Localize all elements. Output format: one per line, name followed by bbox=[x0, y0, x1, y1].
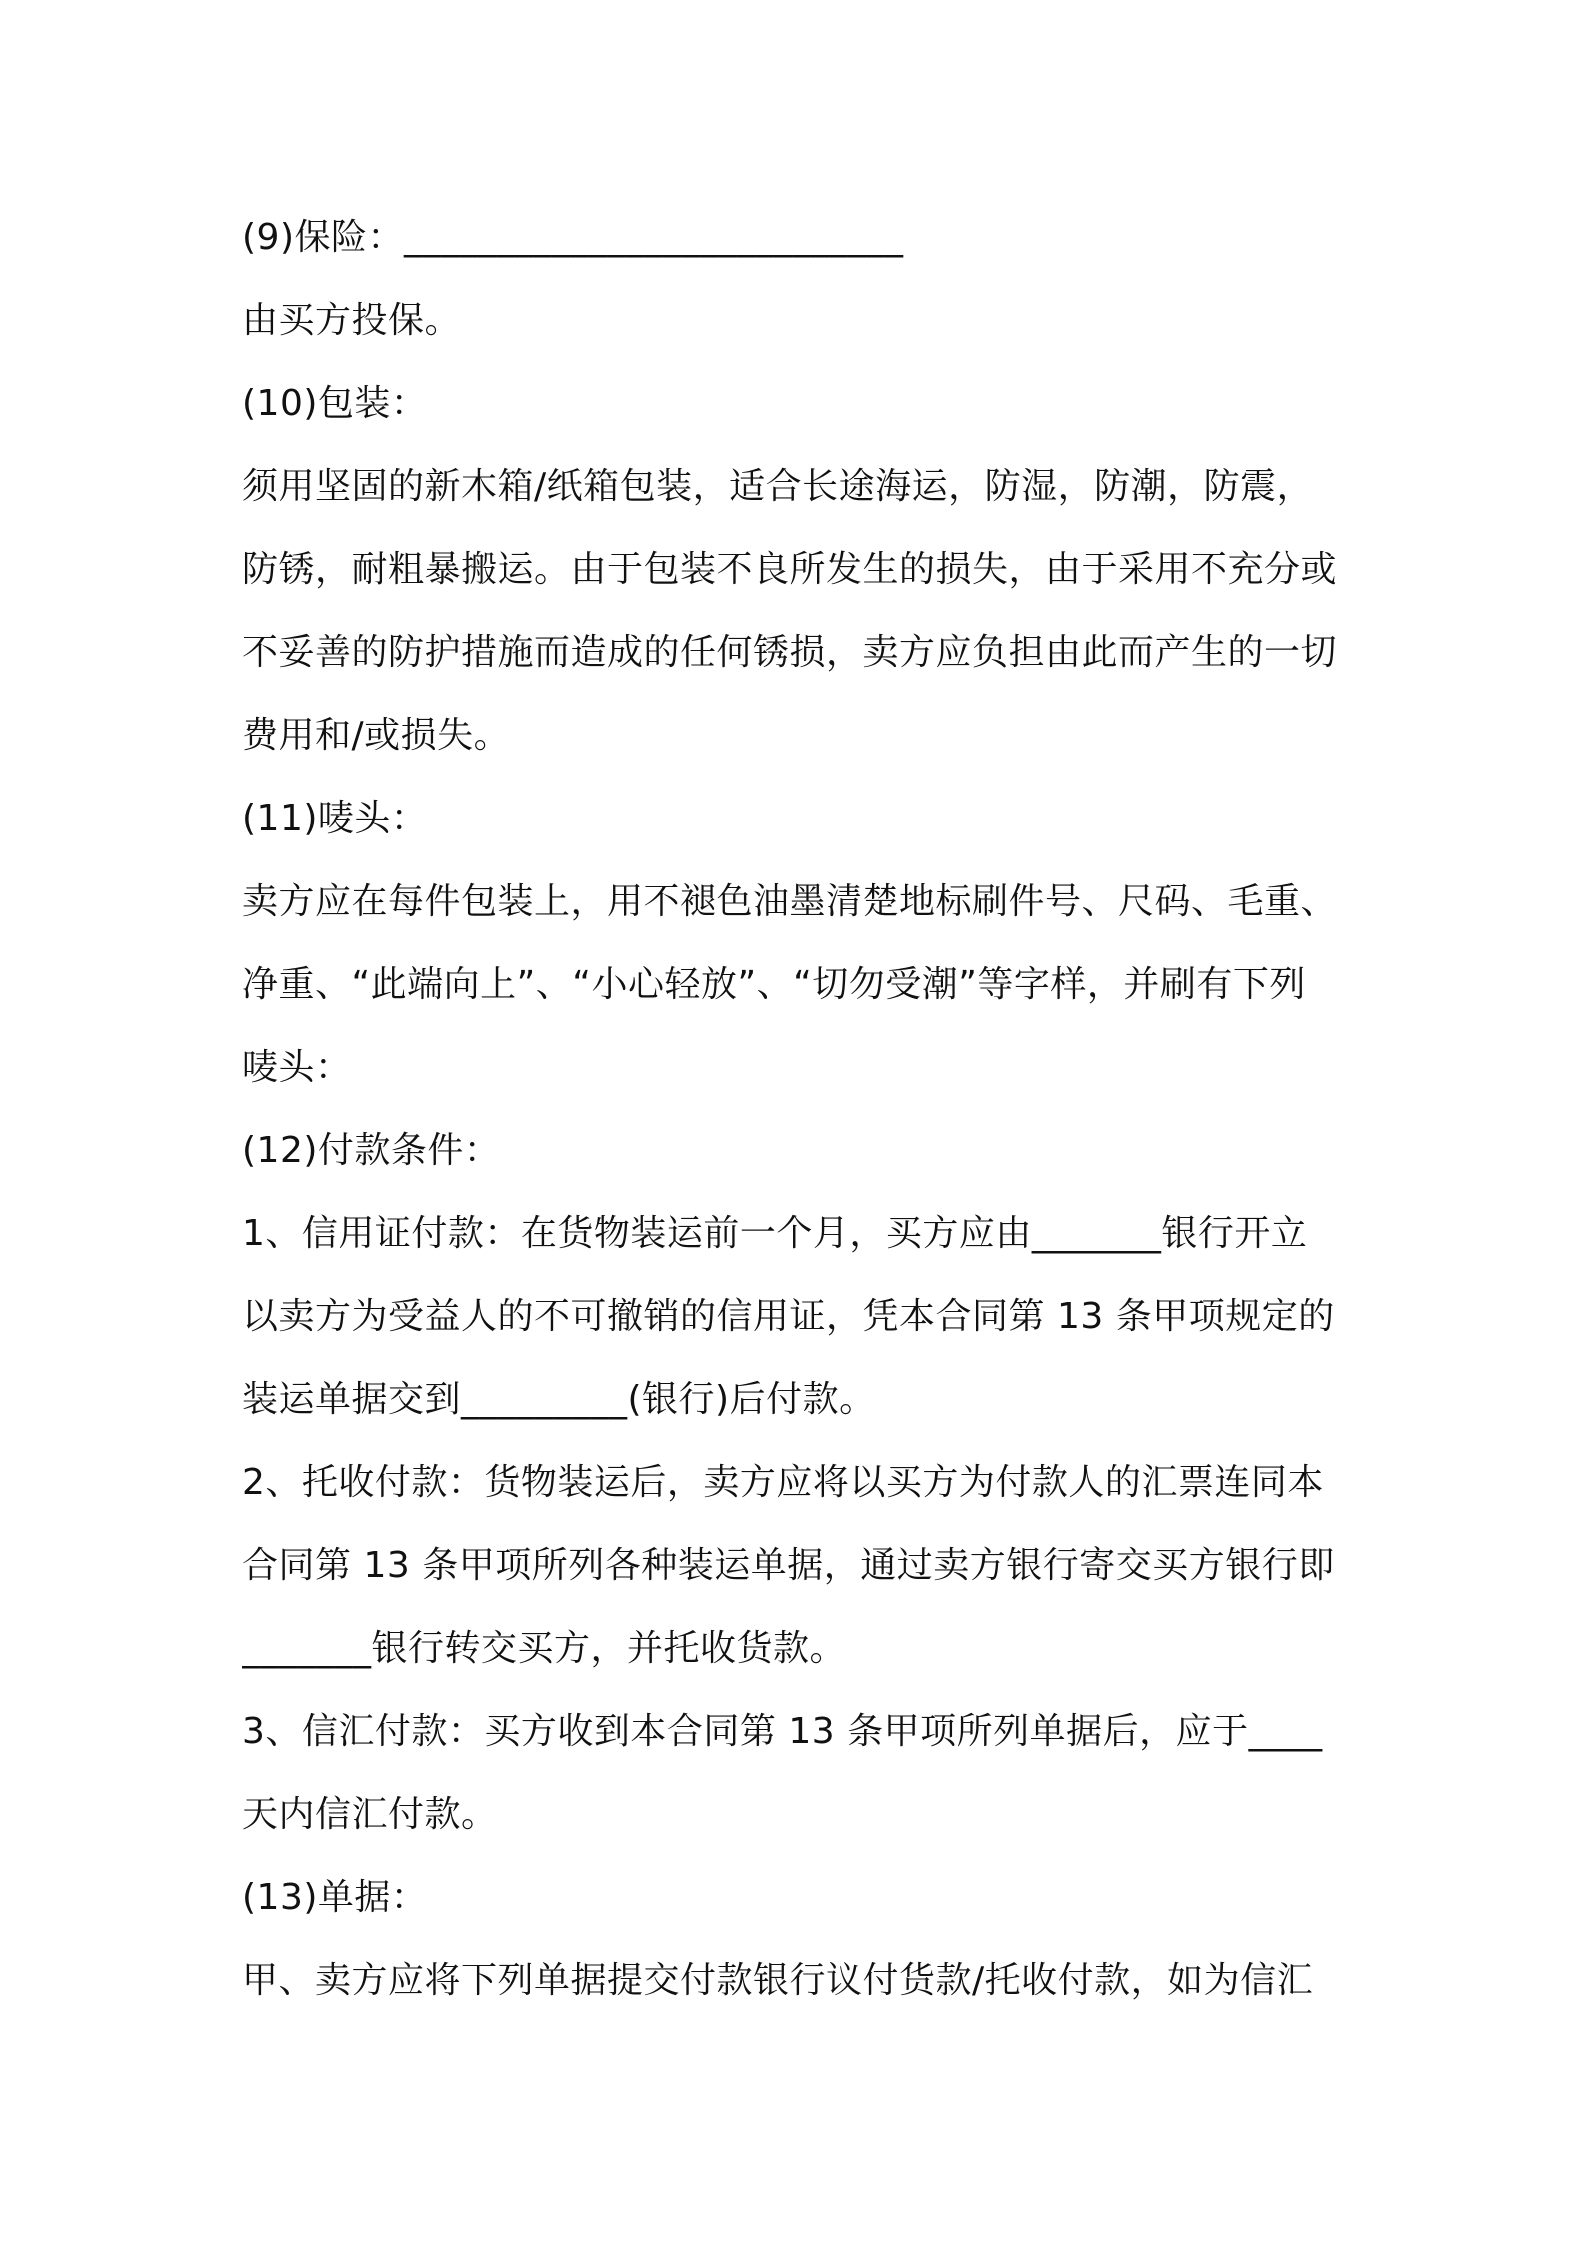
clause-13-text-line-1: 甲、卖方应将下列单据提交付款银行议付货款/托收付款，如为信汇 bbox=[242, 1960, 1314, 2001]
clause-12-item-1-line-2: 以卖方为受益人的不可撤销的信用证，凭本合同第 13 条甲项规定的 bbox=[242, 1296, 1335, 1337]
clause-12-item-1-line-1: 1、信用证付款：在货物装运前一个月，买方应由_______银行开立 bbox=[242, 1213, 1308, 1254]
clause-12-heading: (12)付款条件： bbox=[242, 1130, 501, 1171]
clause-12-item-3-line-1: 3、信汇付款：买方收到本合同第 13 条甲项所列单据后，应于____ bbox=[242, 1711, 1323, 1752]
clause-12-item-2-line-2: 合同第 13 条甲项所列各种装运单据，通过卖方银行寄交买方银行即 bbox=[242, 1545, 1335, 1586]
clause-10-text-line-1: 须用坚固的新木箱/纸箱包装，适合长途海运，防湿，防潮，防震， bbox=[242, 466, 1314, 507]
clause-12-item-3-line-2: 天内信汇付款。 bbox=[242, 1794, 498, 1835]
clause-11-heading: (11)唛头： bbox=[242, 798, 428, 839]
clause-11-text-line-3: 唛头： bbox=[242, 1047, 352, 1088]
clause-12-item-2-line-1: 2、托收付款：货物装运后，卖方应将以买方为付款人的汇票连同本 bbox=[242, 1462, 1324, 1503]
document-body bbox=[242, 196, 1352, 2022]
clause-12-item-1-line-3: 装运单据交到_________(银行)后付款。 bbox=[242, 1379, 876, 1420]
clause-12-item-2-line-3: _______银行转交买方，并托收货款。 bbox=[242, 1628, 847, 1669]
clause-13-heading: (13)单据： bbox=[242, 1877, 428, 1918]
clause-11-text-line-2: 净重、“此端向上”、“小心轻放”、“切勿受潮”等字样，并刷有下列 bbox=[242, 964, 1306, 1005]
clause-10-text-line-3: 不妥善的防护措施而造成的任何锈损，卖方应负担由此而产生的一切 bbox=[242, 632, 1338, 673]
clause-9-heading: (9)保险：___________________________ bbox=[242, 217, 904, 258]
clause-10-text-line-2: 防锈，耐粗暴搬运。由于包装不良所发生的损失，由于采用不充分或 bbox=[242, 549, 1338, 590]
clause-9-text: 由买方投保。 bbox=[242, 300, 462, 341]
clause-11-text-line-1: 卖方应在每件包装上，用不褪色油墨清楚地标刷件号、尺码、毛重、 bbox=[242, 881, 1338, 922]
clause-10-text-line-4: 费用和/或损失。 bbox=[242, 715, 511, 756]
clause-10-heading: (10)包装： bbox=[242, 383, 428, 424]
